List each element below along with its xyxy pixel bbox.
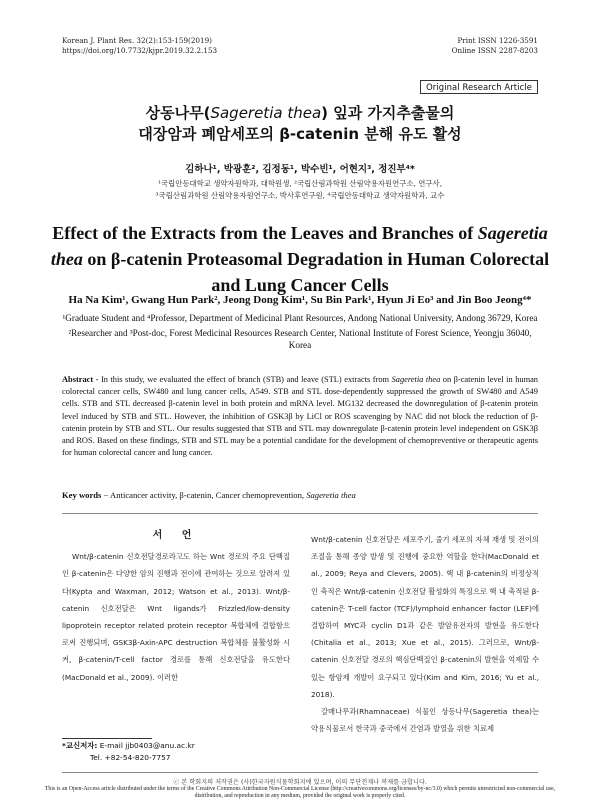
left-paragraph: Wnt/β-catenin 신호전달경로라고도 하는 Wnt 경로의 주요 단백질인 β-catenin은 다양한 암의 진행과 전이에 관여하는 것으로 알려져 있다(Kypta and Waxman, 2012; Watson et al., 2013). Wnt/β-catenin 신호전달은 Wnt ligands가 Frizzled/low-density lipoprotein receptor related protein receptor 복합체에 결합함으로써 진행되며, GSK3β-Axin-APC destruction 복합체를 불활성화 시켜, β-catenin/T-cell factor 경로를 통해 신호전달을 유도한다(MacDonald et al., 2009). 이러한 bbox=[62, 552, 290, 682]
doi-link[interactable]: https://doi.org/10.7732/kjpr.2019.32.2.153 bbox=[62, 46, 218, 55]
abstract-text-pre: - In this study, we evaluated the effect of branch (STB) and leave (STL) extracts from bbox=[93, 375, 392, 384]
keywords bbox=[62, 490, 538, 500]
right-paragraph-1: Wnt/β-catenin 신호전달은 세포주기, 줄기 세포의 자체 재생 및 전이의 조절을 통해 종양 발생 및 진행에 중요한 역할을 한다(MacDonald et al., 2009; Reya and Clevers, 2005). 핵 내 β-catenin의 비정상적인 축적은 Wnt/β-catenin 신호전달 활성화의 특징으로 핵 내 축적된 β-catenin은 T-cell factor (TCF)/lymphoid enhancer factor (LEF)에 결합하여 MYC과 cyclin D1과 같은 발암유전자의 발현을 유도한다(Chitalia et al., 2013; Xue et al., 2015). 그러므로, Wnt/β-catenin 신호전달 경로의 핵심단백질인 β-catenin의 발현을 억제할 수 있는 항암제 개발이 요구되고 있다(Kim and Kim, 2016; Yu et al., 2018). bbox=[311, 535, 539, 699]
english-title-species: Sageretia thea bbox=[50, 223, 548, 269]
korean-title-post: ) 잎과 가지추출물의 bbox=[321, 104, 455, 122]
english-affiliations bbox=[62, 312, 538, 354]
print-issn: Print ISSN 1226-3591 bbox=[457, 36, 538, 45]
english-title-post: on β-catenin Proteasomal Degradation in Human Colorectal and Lung Cancer Cells bbox=[82, 249, 550, 295]
korean-title-pre: 상동나무( bbox=[145, 104, 211, 122]
english-title bbox=[40, 220, 560, 298]
footer-divider bbox=[62, 772, 538, 773]
abstract-label: Abstract bbox=[62, 375, 94, 384]
keywords-label: Key words bbox=[62, 490, 102, 500]
english-title-pre: Effect of the Extracts from the Leaves and Branches of bbox=[52, 223, 478, 243]
english-aff-1: ¹Graduate Student and ⁴Professor, Department of Medicinal Plant Resources, Andong National University, Andong 36729, Korea bbox=[62, 313, 538, 323]
korean-title-species: Sageretia thea bbox=[210, 104, 322, 122]
korean-authors: 김하나¹, 박광훈², 김정동¹, 박수빈¹, 어현지³, 정진부⁴* bbox=[185, 164, 415, 175]
journal-header bbox=[62, 36, 217, 56]
copyright-english: This is an Open-Access article distributed under the terms of the Creative Commons Attribution Non-Commercial License (http://creativecommons.org/licenses/by-nc/3.0) which permits unrestricted non-commercial use, distribution, and reproduction in any medium, provided the original work is properly cited. bbox=[44, 786, 556, 799]
korean-affiliations bbox=[0, 178, 600, 202]
correspondence bbox=[62, 740, 290, 764]
right-paragraph-2: 갈매나무과(Rhamnaceae) 식물인 상동나무(Sageretia thea)는 약용식물로서 한국과 중국에서 간염과 발열을 위한 치료제 bbox=[311, 707, 539, 734]
correspondence-label: *교신저자: bbox=[62, 741, 98, 750]
body-left-column bbox=[62, 527, 290, 686]
abstract-text-post: on β-catenin level in human colorectal cancer cells, SW480 and lung cancer cells, A549. STB and STL dose-dependently suppressed the growth of SW480 and A549 cells. STB and STL decreased β-catenin level in both protein and mRNA level. MG132 decreased the downregulation of β-catenin protein level induced by STB and STL. However, the inhibition of GSK3β by LiCl or ROS scavenging by NAC did not block the reduction of β-catenin protein by STB and STL. Our results suggested that STB and STL may downregulate β-catenin protein level independent on GSK3β and ROS. Based on these findings, STB and STL may be a potential candidate for the development of chemopreventive or therapeutic agents for human colorectal cancer and lung cancer. bbox=[62, 375, 538, 458]
article-type-badge: Original Research Article bbox=[420, 80, 538, 94]
correspondence-tel: Tel. +82-54-820-7757 bbox=[90, 753, 171, 762]
english-aff-2: ²Researcher and ³Post-doc, Forest Medicinal Resources Research Center, National Institute of Forest Science, Yeongju 36040, Korea bbox=[68, 328, 532, 350]
body-right-column bbox=[311, 531, 539, 737]
issn-header bbox=[452, 36, 538, 56]
keywords-text: − Anticancer activity, β-catenin, Cancer chemoprevention, bbox=[101, 490, 307, 500]
keywords-species: Sageretia thea bbox=[306, 490, 356, 500]
korean-aff-line2: ³국립산림과학원 산림약용자원연구소, 박사후연구원, ⁴국립안동대학교 생약자원학과, 교수 bbox=[155, 191, 445, 200]
korean-aff-line1: ¹국립안동대학교 생약자원학과, 대학원생, ²국립산림과학원 산림약용자원연구소, 연구사, bbox=[157, 179, 443, 188]
copyright-korean: ⓒ 본 학회지의 저작권은 (사)한국자원식물학회지에 있으며, 이의 무단전재나 복제를 금합니다. bbox=[173, 779, 427, 786]
abstract bbox=[62, 374, 538, 459]
korean-title-line2: 대장암과 폐암세포의 β-catenin 분해 유도 활성 bbox=[138, 125, 462, 143]
online-issn: Online ISSN 2287-8203 bbox=[451, 46, 538, 55]
section-heading: 서 언 bbox=[152, 530, 200, 541]
abstract-species: Sageretia thea bbox=[391, 375, 441, 384]
korean-title bbox=[0, 103, 600, 145]
section-divider bbox=[62, 513, 538, 514]
journal-citation: Korean J. Plant Res. 32(2):153-159(2019) bbox=[62, 36, 212, 45]
correspondence-email[interactable]: E-mail jjb0403@anu.ac.kr bbox=[97, 741, 195, 750]
correspondence-divider bbox=[62, 738, 152, 739]
english-authors: Ha Na Kim¹, Gwang Hun Park², Jeong Dong Kim¹, Su Bin Park¹, Hyun Ji Eo³ and Jin Boo Jeong⁴* bbox=[68, 294, 532, 306]
